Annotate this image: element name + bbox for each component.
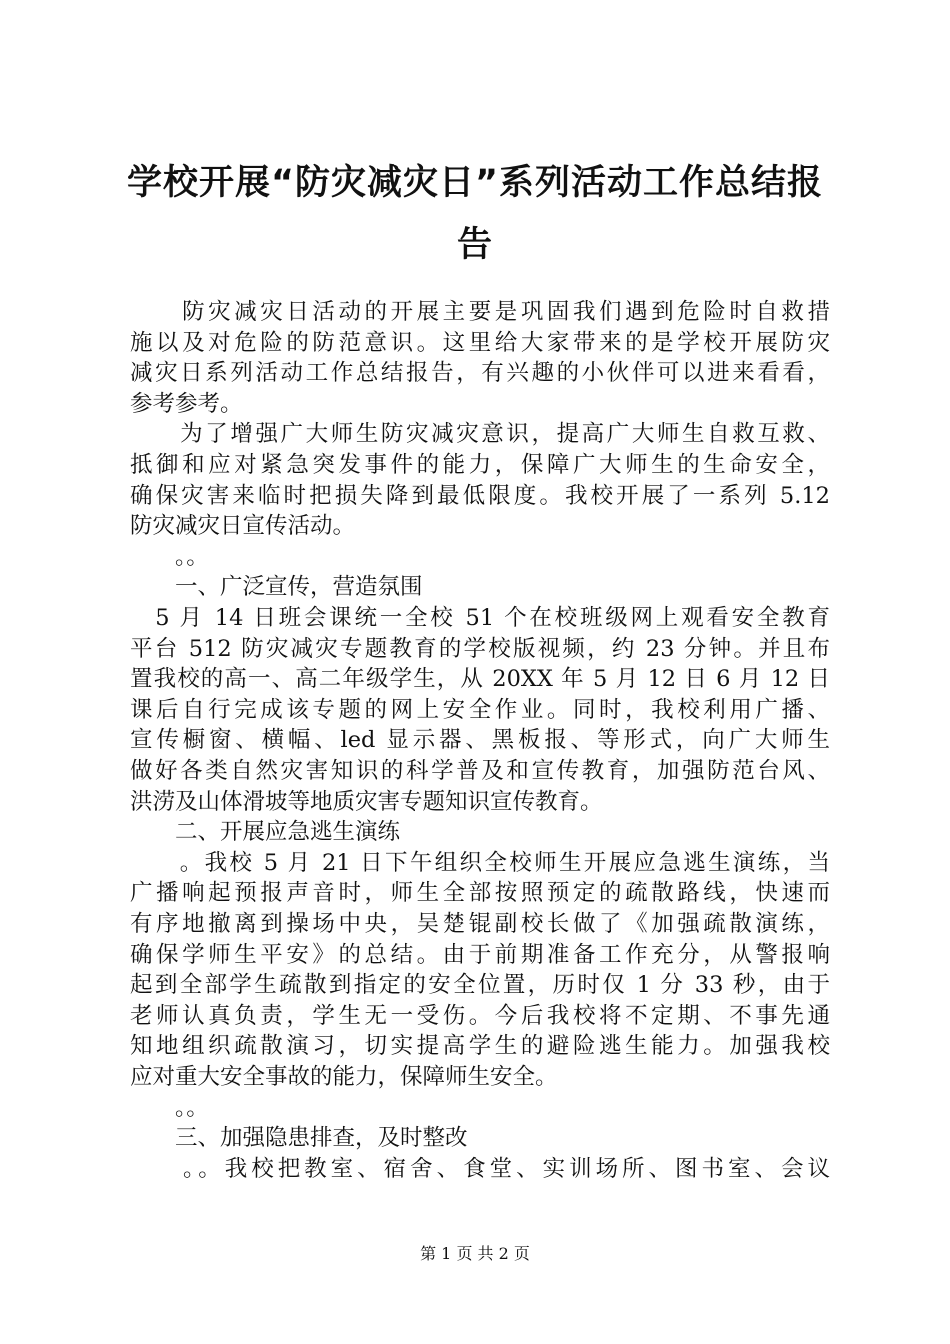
body-text-line: 平台 512 防灾减灾专题教育的学校版视频，约 23 分钟。并且布: [130, 635, 830, 662]
body-text-line: 施以及对危险的防范意识。这里给大家带来的是学校开展防灾: [130, 329, 830, 356]
body-text-line: 广播响起预报声音时，师生全部按照预定的疏散路线，快速而: [130, 880, 830, 907]
body-text-line: 起到全部学生疏散到指定的安全位置，历时仅 1 分 33 秒，由于: [130, 972, 830, 999]
body-text-line: 。我校 5 月 21 日下午组织全校师生开展应急逃生演练，当: [130, 849, 830, 876]
body-text-line: 应对重大安全事故的能力，保障师生安全。: [130, 1064, 558, 1090]
body-text-line: 防灾减灾日宣传活动。: [130, 513, 356, 540]
document-title-line-2: 告: [456, 225, 493, 265]
body-text-line: 防灾减灾日活动的开展主要是巩固我们遇到危险时自救措: [130, 299, 830, 325]
body-text-line: 洪涝及山体滑坡等地质灾害专题知识宣传教育。: [130, 788, 603, 815]
body-text-line: 参考参考。: [130, 390, 243, 417]
body-text-line: 确保灾害来临时把损失降到最低限度。我校开展了一系列 5.12: [130, 482, 830, 509]
body-text-line: 。。: [130, 1094, 209, 1121]
body-text-line: 三、加强隐患排查，及时整改: [130, 1125, 468, 1152]
body-text-line: 减灾日系列活动工作总结报告，有兴趣的小伙伴可以进来看看，: [130, 360, 830, 387]
body-text-line: 确保学师生平安》的总结。由于前期准备工作充分，从警报响: [130, 941, 830, 968]
body-text-line: 做好各类自然灾害知识的科学普及和宣传教育，加强防范台风、: [130, 758, 830, 784]
body-text-line: 课后自行完成该专题的网上安全作业。同时，我校利用广播、: [130, 696, 830, 723]
body-text-line: 为了增强广大师生防灾减灾意识，提高广大师生自救互救、: [130, 421, 830, 448]
document-title-line-1: 学校开展“防灾减灾日”系列活动工作总结报: [126, 163, 823, 203]
body-text-line: 抵御和应对紧急突发事件的能力，保障广大师生的生命安全，: [130, 452, 830, 478]
body-text-line: 二、开展应急逃生演练: [130, 819, 401, 846]
body-text-line: 。。我校把教室、宿舍、食堂、实训场所、图书室、会议: [130, 1155, 830, 1182]
body-text-line: 老师认真负责，学生无一受伤。今后我校将不定期、不事先通: [130, 1002, 830, 1029]
body-text-line: 置我校的高一、高二年级学生，从 20XX 年 5 月 12 日 6 月 12 日: [130, 666, 830, 693]
body-text-line: 有序地撤离到操场中央，吴楚锟副校长做了《加强疏散演练，: [130, 911, 830, 937]
page-footer: 第 1 页 共 2 页: [420, 1244, 530, 1263]
body-text-line: 。。: [130, 543, 209, 570]
body-text-line: 宣传橱窗、横幅、led 显示器、黑板报、等形式，向广大师生: [130, 727, 830, 754]
document-title: [120, 152, 830, 276]
body-text-line: 一、广泛宣传，营造氛围: [130, 574, 423, 601]
body-text-line: 5 月 14 日班会课统一全校 51 个在校班级网上观看安全教育: [130, 605, 830, 631]
body-text-line: 知地组织疏散演习，切实提高学生的避险逃生能力。加强我校: [130, 1033, 830, 1060]
